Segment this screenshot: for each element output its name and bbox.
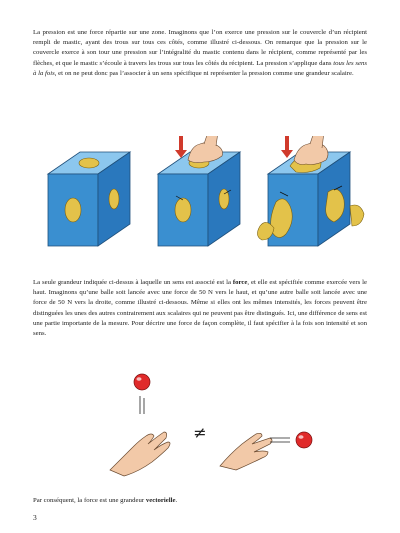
paragraph-conclusion [33, 496, 367, 506]
text-run: Par conséquent, la force est une grandeur [33, 497, 146, 504]
cube-unpressed [48, 152, 130, 246]
text-run: , et on ne peut donc pas l’associer à un sens spécifique ni représenter la pression comme une grandeur scalaire. [54, 69, 354, 77]
paragraph-pressure [33, 28, 367, 79]
text-run: La seule grandeur indiquée ci-dessus à laquelle un sens est associé est la [33, 279, 233, 286]
putty-container-illustration [28, 136, 372, 258]
not-equal-symbol: ≠ [193, 423, 207, 442]
thrown-balls-illustration [80, 370, 320, 480]
ball-up [134, 374, 150, 414]
page-number: 3 [33, 513, 37, 522]
emphasis-text: tous les sens à la fois [33, 59, 368, 77]
paragraph-force [33, 278, 367, 339]
bold-term-vector: vectorielle [145, 497, 176, 504]
cube-putty-flowing [257, 136, 364, 246]
text-run: , et elle est spécifiée comme exercée vers le haut. Imaginons qu’une balle soit lancée avec une force de 50 N vers le haut, et qu’une autre balle soit lancée avec une force de 50 N vers la droite, comme illustré ci-dessous. Même si elles ont les mêmes intensités, les forces peuvent être distinguées les unes des autres contrairement aux scalaires qui ne peuvent pas être distingués. Ici, une différence de sens est une partie importante de la mesure. Pour décrire une force de façon complète, il faut spécifier à la fois son intensité et son sens. [33, 279, 367, 338]
text-run: . [175, 497, 178, 504]
hand-left [110, 432, 170, 476]
bold-term-force: force [232, 279, 248, 286]
cube-pressed [158, 136, 240, 246]
hand-right [220, 433, 272, 470]
text-run: La pression est une force répartie sur une zone. Imaginons que l’on exerce une pression sur le couvercle d’un récipient rempli de mastic, ayant des trous sur tous ces côtés, comme illustré ci-dessous. On remarque que la pression sur le couvercle exerce à son tour une pression sur l’intégralité du mastic contenu dans le récipient, comme représenté par les flèches, et que le mastic s’écoule à travers les trous sur tous les côtés du récipient. La pression s’applique dans [33, 29, 367, 67]
ball-right [270, 432, 312, 448]
